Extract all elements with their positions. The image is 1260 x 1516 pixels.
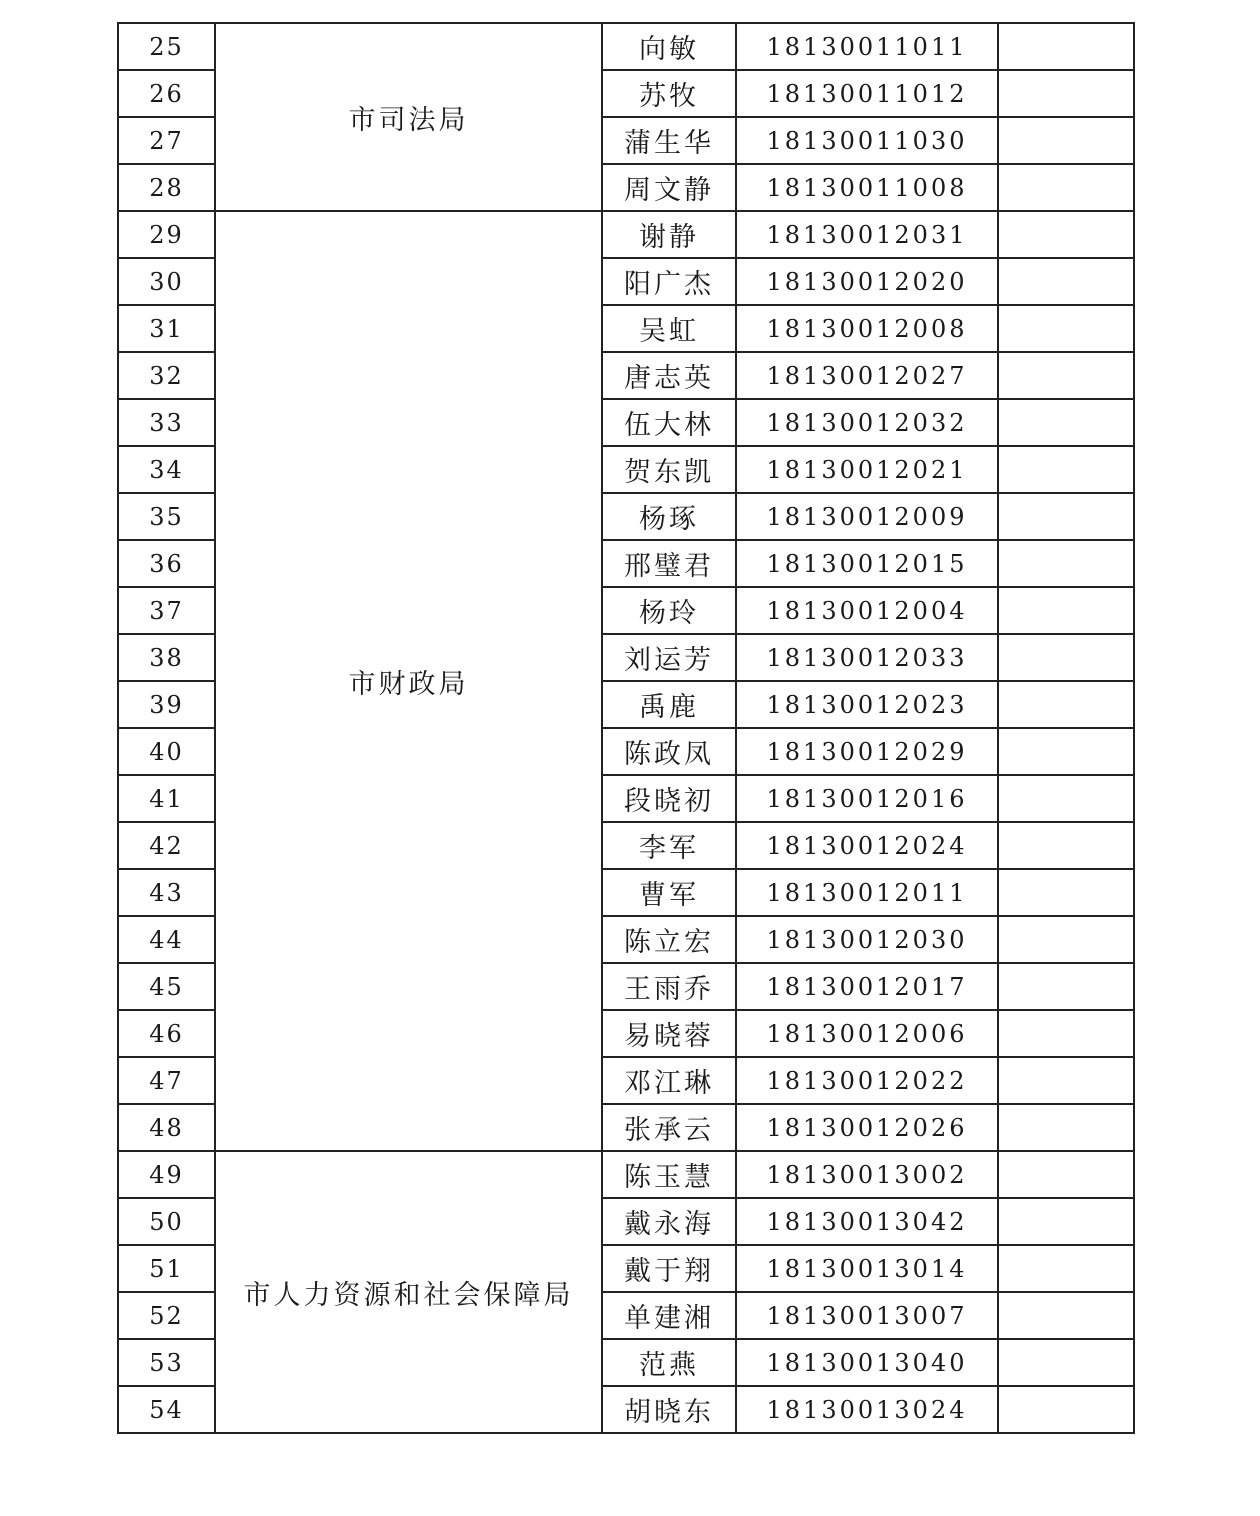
- row-number: 49: [118, 1151, 215, 1198]
- ticket-number: 18130013014: [736, 1245, 998, 1292]
- row-number: 53: [118, 1339, 215, 1386]
- ticket-number: 18130012006: [736, 1010, 998, 1057]
- remarks-cell: [998, 916, 1134, 963]
- person-name: 王雨乔: [602, 963, 736, 1010]
- ticket-number: 18130013024: [736, 1386, 998, 1433]
- person-name: 吴虹: [602, 305, 736, 352]
- row-number: 45: [118, 963, 215, 1010]
- row-number: 37: [118, 587, 215, 634]
- person-name: 邓江琳: [602, 1057, 736, 1104]
- remarks-cell: [998, 1151, 1134, 1198]
- ticket-number: 18130013040: [736, 1339, 998, 1386]
- remarks-cell: [998, 446, 1134, 493]
- person-name: 单建湘: [602, 1292, 736, 1339]
- row-number: 50: [118, 1198, 215, 1245]
- person-name: 蒲生华: [602, 117, 736, 164]
- person-name: 李军: [602, 822, 736, 869]
- remarks-cell: [998, 1386, 1134, 1433]
- remarks-cell: [998, 1245, 1134, 1292]
- ticket-number: 18130013007: [736, 1292, 998, 1339]
- row-number: 29: [118, 211, 215, 258]
- ticket-number: 18130013002: [736, 1151, 998, 1198]
- row-number: 51: [118, 1245, 215, 1292]
- ticket-number: 18130011008: [736, 164, 998, 211]
- remarks-cell: [998, 1198, 1134, 1245]
- person-name: 苏牧: [602, 70, 736, 117]
- row-number: 41: [118, 775, 215, 822]
- person-name: 陈政凤: [602, 728, 736, 775]
- ticket-number: 18130012015: [736, 540, 998, 587]
- ticket-number: 18130012030: [736, 916, 998, 963]
- person-name: 戴永海: [602, 1198, 736, 1245]
- row-number: 42: [118, 822, 215, 869]
- remarks-cell: [998, 211, 1134, 258]
- remarks-cell: [998, 728, 1134, 775]
- person-name: 谢静: [602, 211, 736, 258]
- person-name: 陈玉慧: [602, 1151, 736, 1198]
- remarks-cell: [998, 164, 1134, 211]
- remarks-cell: [998, 117, 1134, 164]
- row-number: 34: [118, 446, 215, 493]
- remarks-cell: [998, 1057, 1134, 1104]
- remarks-cell: [998, 681, 1134, 728]
- ticket-number: 18130012008: [736, 305, 998, 352]
- ticket-number: 18130012020: [736, 258, 998, 305]
- person-name: 易晓蓉: [602, 1010, 736, 1057]
- row-number: 38: [118, 634, 215, 681]
- remarks-cell: [998, 493, 1134, 540]
- row-number: 26: [118, 70, 215, 117]
- ticket-number: 18130012024: [736, 822, 998, 869]
- person-name: 杨玲: [602, 587, 736, 634]
- person-name: 戴于翔: [602, 1245, 736, 1292]
- remarks-cell: [998, 23, 1134, 70]
- ticket-number: 18130012029: [736, 728, 998, 775]
- row-number: 31: [118, 305, 215, 352]
- person-name: 唐志英: [602, 352, 736, 399]
- row-number: 54: [118, 1386, 215, 1433]
- ticket-number: 18130013042: [736, 1198, 998, 1245]
- ticket-number: 18130012004: [736, 587, 998, 634]
- ticket-number: 18130011030: [736, 117, 998, 164]
- remarks-cell: [998, 775, 1134, 822]
- remarks-cell: [998, 1104, 1134, 1151]
- row-number: 28: [118, 164, 215, 211]
- person-name: 段晓初: [602, 775, 736, 822]
- person-name: 邢璧君: [602, 540, 736, 587]
- row-number: 52: [118, 1292, 215, 1339]
- ticket-number: 18130011012: [736, 70, 998, 117]
- roster-table: [117, 22, 1135, 1434]
- row-number: 44: [118, 916, 215, 963]
- remarks-cell: [998, 869, 1134, 916]
- row-number: 47: [118, 1057, 215, 1104]
- remarks-cell: [998, 305, 1134, 352]
- department-cell: 市司法局: [215, 23, 602, 211]
- remarks-cell: [998, 352, 1134, 399]
- remarks-cell: [998, 1010, 1134, 1057]
- row-number: 25: [118, 23, 215, 70]
- person-name: 范燕: [602, 1339, 736, 1386]
- department-cell: 市财政局: [215, 211, 602, 1151]
- remarks-cell: [998, 258, 1134, 305]
- row-number: 48: [118, 1104, 215, 1151]
- ticket-number: 18130012031: [736, 211, 998, 258]
- row-number: 40: [118, 728, 215, 775]
- person-name: 胡晓东: [602, 1386, 736, 1433]
- remarks-cell: [998, 1292, 1134, 1339]
- remarks-cell: [998, 634, 1134, 681]
- ticket-number: 18130012027: [736, 352, 998, 399]
- ticket-number: 18130012032: [736, 399, 998, 446]
- row-number: 39: [118, 681, 215, 728]
- remarks-cell: [998, 399, 1134, 446]
- row-number: 46: [118, 1010, 215, 1057]
- table-row: [118, 211, 1134, 258]
- row-number: 27: [118, 117, 215, 164]
- person-name: 曹军: [602, 869, 736, 916]
- person-name: 贺东凯: [602, 446, 736, 493]
- remarks-cell: [998, 1339, 1134, 1386]
- person-name: 周文静: [602, 164, 736, 211]
- row-number: 35: [118, 493, 215, 540]
- row-number: 33: [118, 399, 215, 446]
- row-number: 36: [118, 540, 215, 587]
- person-name: 陈立宏: [602, 916, 736, 963]
- remarks-cell: [998, 963, 1134, 1010]
- ticket-number: 18130012009: [736, 493, 998, 540]
- person-name: 禹鹿: [602, 681, 736, 728]
- ticket-number: 18130011011: [736, 23, 998, 70]
- remarks-cell: [998, 70, 1134, 117]
- ticket-number: 18130012033: [736, 634, 998, 681]
- ticket-number: 18130012021: [736, 446, 998, 493]
- person-name: 杨琢: [602, 493, 736, 540]
- row-number: 32: [118, 352, 215, 399]
- department-cell: 市人力资源和社会保障局: [215, 1151, 602, 1433]
- ticket-number: 18130012016: [736, 775, 998, 822]
- ticket-number: 18130012022: [736, 1057, 998, 1104]
- table-row: [118, 23, 1134, 70]
- remarks-cell: [998, 540, 1134, 587]
- person-name: 伍大林: [602, 399, 736, 446]
- row-number: 30: [118, 258, 215, 305]
- remarks-cell: [998, 822, 1134, 869]
- ticket-number: 18130012017: [736, 963, 998, 1010]
- person-name: 阳广杰: [602, 258, 736, 305]
- ticket-number: 18130012011: [736, 869, 998, 916]
- ticket-number: 18130012026: [736, 1104, 998, 1151]
- roster-body: [118, 23, 1134, 1433]
- remarks-cell: [998, 587, 1134, 634]
- row-number: 43: [118, 869, 215, 916]
- person-name: 刘运芳: [602, 634, 736, 681]
- person-name: 张承云: [602, 1104, 736, 1151]
- table-row: [118, 1151, 1134, 1198]
- ticket-number: 18130012023: [736, 681, 998, 728]
- person-name: 向敏: [602, 23, 736, 70]
